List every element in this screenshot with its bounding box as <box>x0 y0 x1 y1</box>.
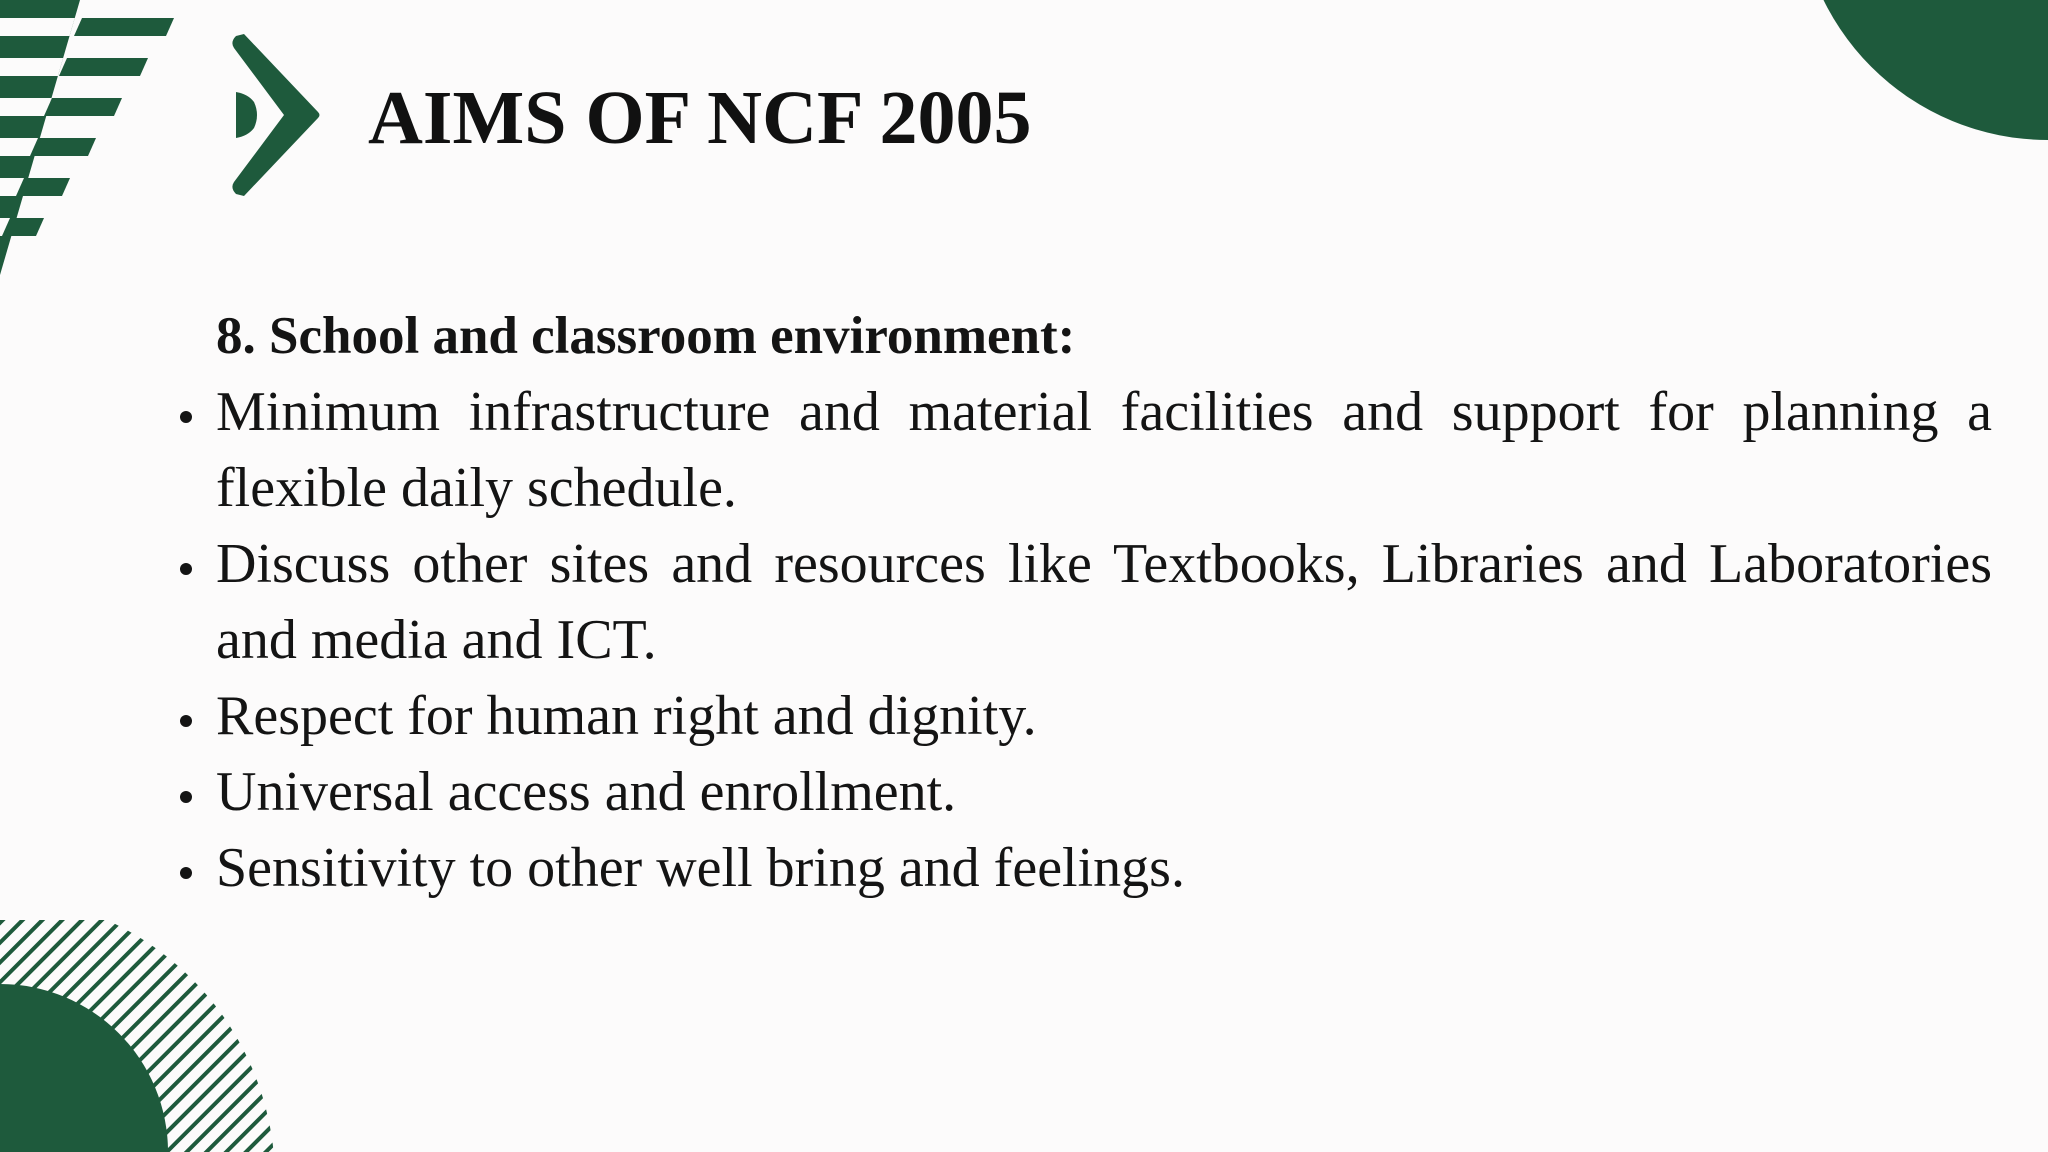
bottom-left-circle-decoration <box>0 920 290 1152</box>
top-right-circle-decoration <box>1700 0 2048 270</box>
bullet-list <box>216 374 1992 906</box>
bullet-item: Respect for human right and dignity. <box>216 678 1992 754</box>
bullet-item: Minimum infrastructure and material facilities and support for planning a flexible daily schedule. <box>216 374 1992 526</box>
slide-content <box>216 298 1992 906</box>
top-left-stripes-decoration <box>0 0 190 290</box>
bullet-item: Discuss other sites and resources like Textbooks, Libraries and Laboratories and media and ICT. <box>216 526 1992 678</box>
bullet-item: Universal access and enrollment. <box>216 754 1992 830</box>
slide-title: AIMS OF NCF 2005 <box>368 76 1032 160</box>
section-heading: 8. School and classroom environment: <box>216 307 1076 365</box>
chevron-right-icon <box>222 34 322 196</box>
bullet-item: Sensitivity to other well bring and feelings. <box>216 830 1992 906</box>
